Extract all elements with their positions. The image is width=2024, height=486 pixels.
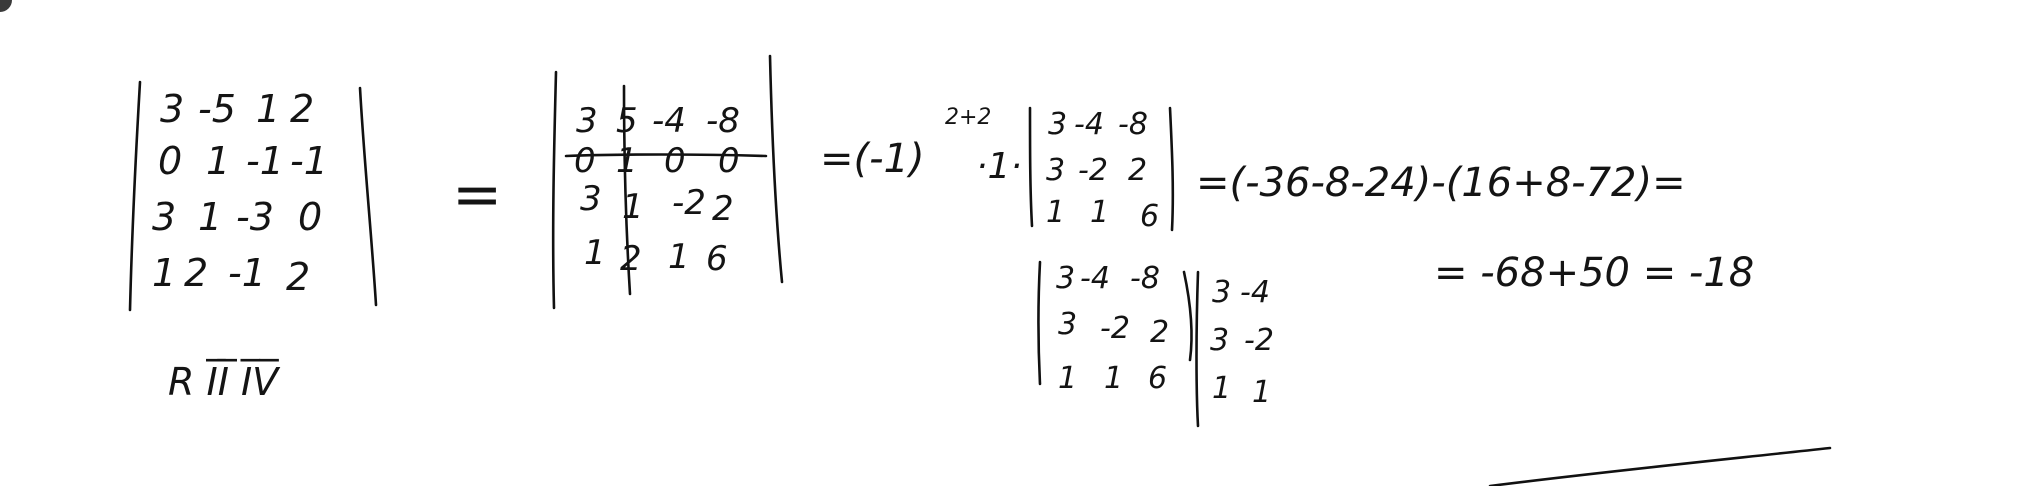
sarrus-cell: 1 <box>1058 361 1078 396</box>
row-operation-note: R I̅I̅ I̅V̅ <box>168 360 279 404</box>
matrix-a-cell: 2 <box>286 255 311 299</box>
sarrus-extra-cell: 1 <box>1252 375 1272 410</box>
sarrus-cell: -8 <box>1130 261 1160 296</box>
matrix-a-cell: 3 <box>152 195 177 239</box>
matrix-b-cell: 0 <box>574 141 596 181</box>
matrix-a <box>130 82 376 404</box>
matrix-b-cell: 3 <box>580 179 602 219</box>
matrix-c <box>1030 107 1173 234</box>
cofactor-expansion <box>820 105 1022 187</box>
sarrus-extension-bar <box>1197 272 1199 426</box>
matrix-c-cell: 1 <box>1090 195 1110 230</box>
matrix-a-cell: -3 <box>236 195 274 239</box>
matrix-b-cell: 1 <box>622 187 644 227</box>
matrix-c-cell: 3 <box>1046 153 1066 188</box>
sarrus-extra-cell: -4 <box>1240 275 1270 310</box>
matrix-b-cell: 0 <box>664 141 686 181</box>
sarrus-extra-cell: 3 <box>1210 323 1230 358</box>
matrix-c-cell: -8 <box>1118 107 1148 142</box>
matrix-a-cell: -1 <box>228 251 266 295</box>
matrix-c-cell: 6 <box>1140 199 1160 234</box>
matrix-b-cell: 3 <box>576 101 598 141</box>
equals-sign: = <box>452 160 503 230</box>
sarrus-extra-cell: 1 <box>1212 371 1232 406</box>
matrix-b-cell: 0 <box>718 141 740 181</box>
expansion-exponent: 2+2 <box>945 105 992 130</box>
matrix-c-cell: -4 <box>1074 107 1104 142</box>
matrix-a-cell: 0 <box>298 195 323 239</box>
matrix-a-cell: 0 <box>158 139 183 183</box>
matrix-a-cell: -5 <box>198 87 236 131</box>
sarrus-cell: 3 <box>1056 261 1076 296</box>
sarrus-cell: 2 <box>1150 315 1170 350</box>
matrix-c-cell: 3 <box>1048 107 1068 142</box>
matrix-b-cell: -8 <box>706 101 740 141</box>
sarrus-middle-bar <box>1184 272 1192 360</box>
matrix-b-left-bar <box>553 72 556 308</box>
result-line-1: =(-36-8-24)-(16+8-72)= <box>1196 160 1686 206</box>
expansion-prefix: =(-1) <box>820 136 925 182</box>
matrix-c-right-bar <box>1170 108 1173 230</box>
matrix-b-cell: 1 <box>616 141 638 181</box>
matrix-b-cell: 1 <box>668 237 690 277</box>
sarrus-extra-cell: -2 <box>1244 323 1274 358</box>
matrix-c-left-bar <box>1030 108 1032 226</box>
matrix-a-cell: -1 <box>290 139 328 183</box>
sarrus-extra-cell: 3 <box>1212 275 1232 310</box>
corner-cursor-icon <box>0 0 12 12</box>
sarrus-cell: 1 <box>1104 361 1124 396</box>
stray-pen-stroke <box>1490 448 1830 486</box>
expansion-factor: ·1· <box>976 146 1022 187</box>
matrix-a-cell: 1 <box>198 195 223 239</box>
matrix-a-cell: 2 <box>290 87 315 131</box>
matrix-c-cell: 1 <box>1046 195 1066 230</box>
sarrus-cell: 6 <box>1148 361 1168 396</box>
sarrus-cell: 3 <box>1058 307 1078 342</box>
matrix-b-cell: 1 <box>584 233 606 273</box>
matrix-b-right-bar <box>770 56 782 282</box>
sarrus-cell: -4 <box>1080 261 1110 296</box>
matrix-a-cell: 1 <box>256 87 281 131</box>
sarrus-left-bar <box>1039 262 1041 384</box>
matrix-b-cell: 6 <box>706 239 728 279</box>
matrix-b-cell: 2 <box>712 189 734 229</box>
matrix-a-right-bar <box>360 88 376 305</box>
matrix-b-cell: -2 <box>672 183 706 223</box>
matrix-b-cell: -4 <box>652 101 686 141</box>
sarrus-cell: -2 <box>1100 311 1130 346</box>
matrix-a-cell: -1 <box>246 139 284 183</box>
matrix-a-cell: 3 <box>160 87 185 131</box>
matrix-a-left-bar <box>130 82 140 310</box>
matrix-c-cell: 2 <box>1128 153 1148 188</box>
matrix-a-cell: 1 <box>206 139 231 183</box>
matrix-b-cell: 2 <box>620 239 642 279</box>
matrix-a-cell: 2 <box>184 251 209 295</box>
matrix-b-cell: 5 <box>616 101 638 141</box>
sarrus-scheme <box>1039 261 1274 426</box>
matrix-a-cell: 1 <box>152 251 177 295</box>
result-line-2: = -68+50 = -18 <box>1434 250 1755 296</box>
matrix-c-cell: -2 <box>1078 153 1108 188</box>
matrix-b <box>553 56 782 308</box>
